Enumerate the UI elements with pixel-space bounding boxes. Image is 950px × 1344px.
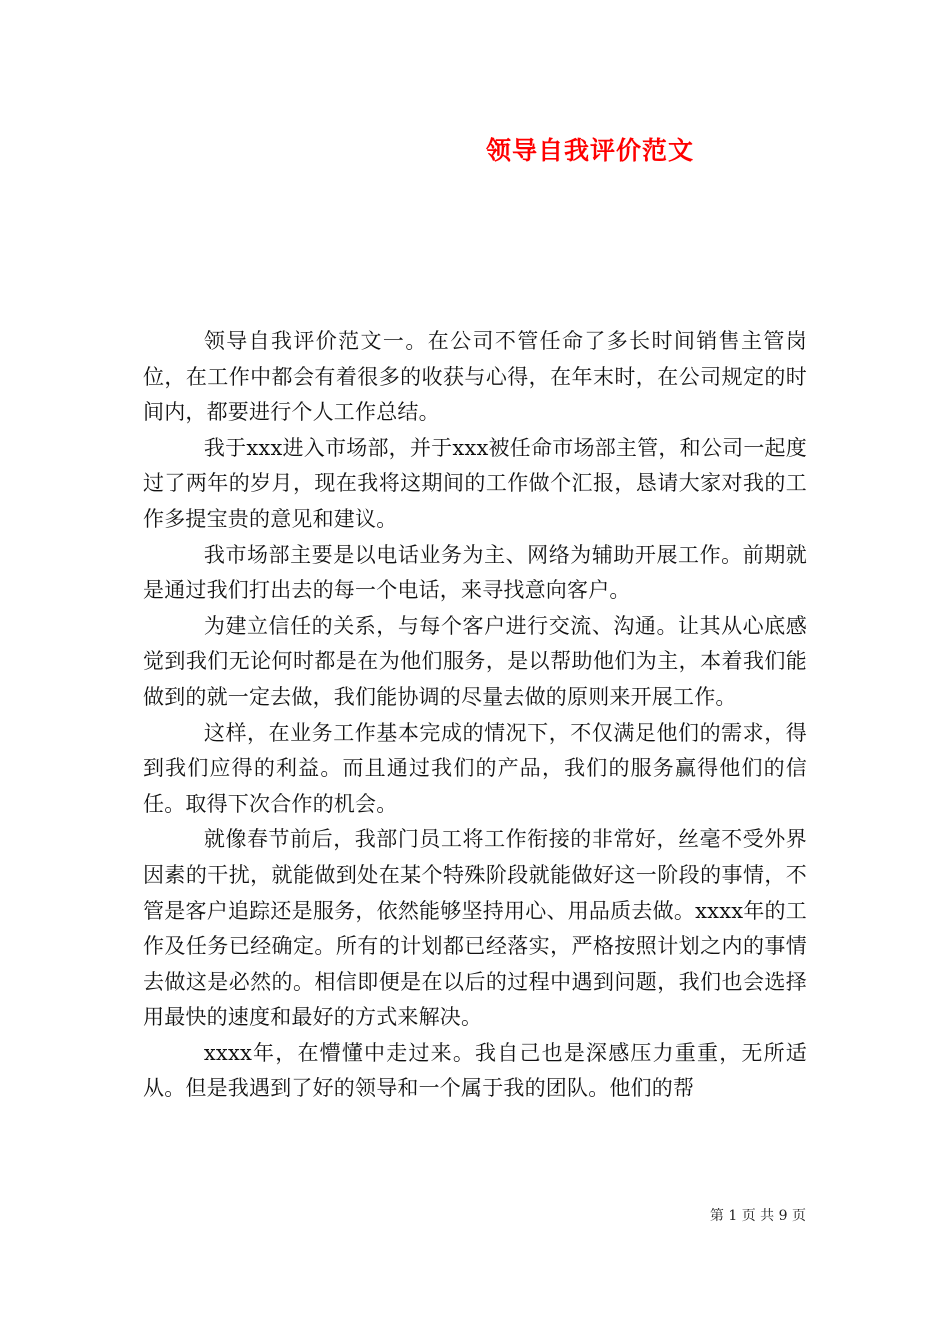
paragraph-7: xxxx年，在懵懂中走过来。我自己也是深感压力重重，无所适从。但是我遇到了好的领导和一个属于我的团队。他们的帮 bbox=[143, 1040, 807, 1101]
paragraph-3: 我市场部主要是以电话业务为主、网络为辅助开展工作。前期就是通过我们打出去的每一个电话，来寻找意向客户。 bbox=[143, 542, 807, 603]
paragraph-2: 我于xxx进入市场部，并于xxx被任命市场部主管，和公司一起度过了两年的岁月，现在我将这期间的工作做个汇报，恳请大家对我的工作多提宝贵的意见和建议。 bbox=[143, 435, 807, 531]
paragraph-5: 这样，在业务工作基本完成的情况下，不仅满足他们的需求，得到我们应得的利益。而且通过我们的产品，我们的服务赢得他们的信任。取得下次合作的机会。 bbox=[143, 720, 807, 816]
document-body bbox=[143, 324, 807, 1107]
document-title: 领导自我评价范文 bbox=[485, 136, 694, 165]
paragraph-6: 就像春节前后，我部门员工将工作衔接的非常好，丝毫不受外界因素的干扰，就能做到处在某个特殊阶段就能做好这一阶段的事情，不管是客户追踪还是服务，依然能够坚持用心、用品质去做。xxxx年的工作及任务已经确定。所有的计划都已经落实，严格按照计划之内的事情去做这是必然的。相信即便是在以后的过程中遇到问题，我们也会选择用最快的速度和最好的方式来解决。 bbox=[143, 827, 807, 1030]
page-number-footer: 第 1 页 共 9 页 bbox=[709, 1208, 806, 1224]
paragraph-1: 领导自我评价范文一。在公司不管任命了多长时间销售主管岗位，在工作中都会有着很多的收获与心得，在年末时，在公司规定的时间内，都要进行个人工作总结。 bbox=[143, 329, 807, 425]
paragraph-4: 为建立信任的关系，与每个客户进行交流、沟通。让其从心底感觉到我们无论何时都是在为他们服务，是以帮助他们为主，本着我们能做到的就一定去做，我们能协调的尽量去做的原则来开展工作。 bbox=[143, 613, 807, 709]
